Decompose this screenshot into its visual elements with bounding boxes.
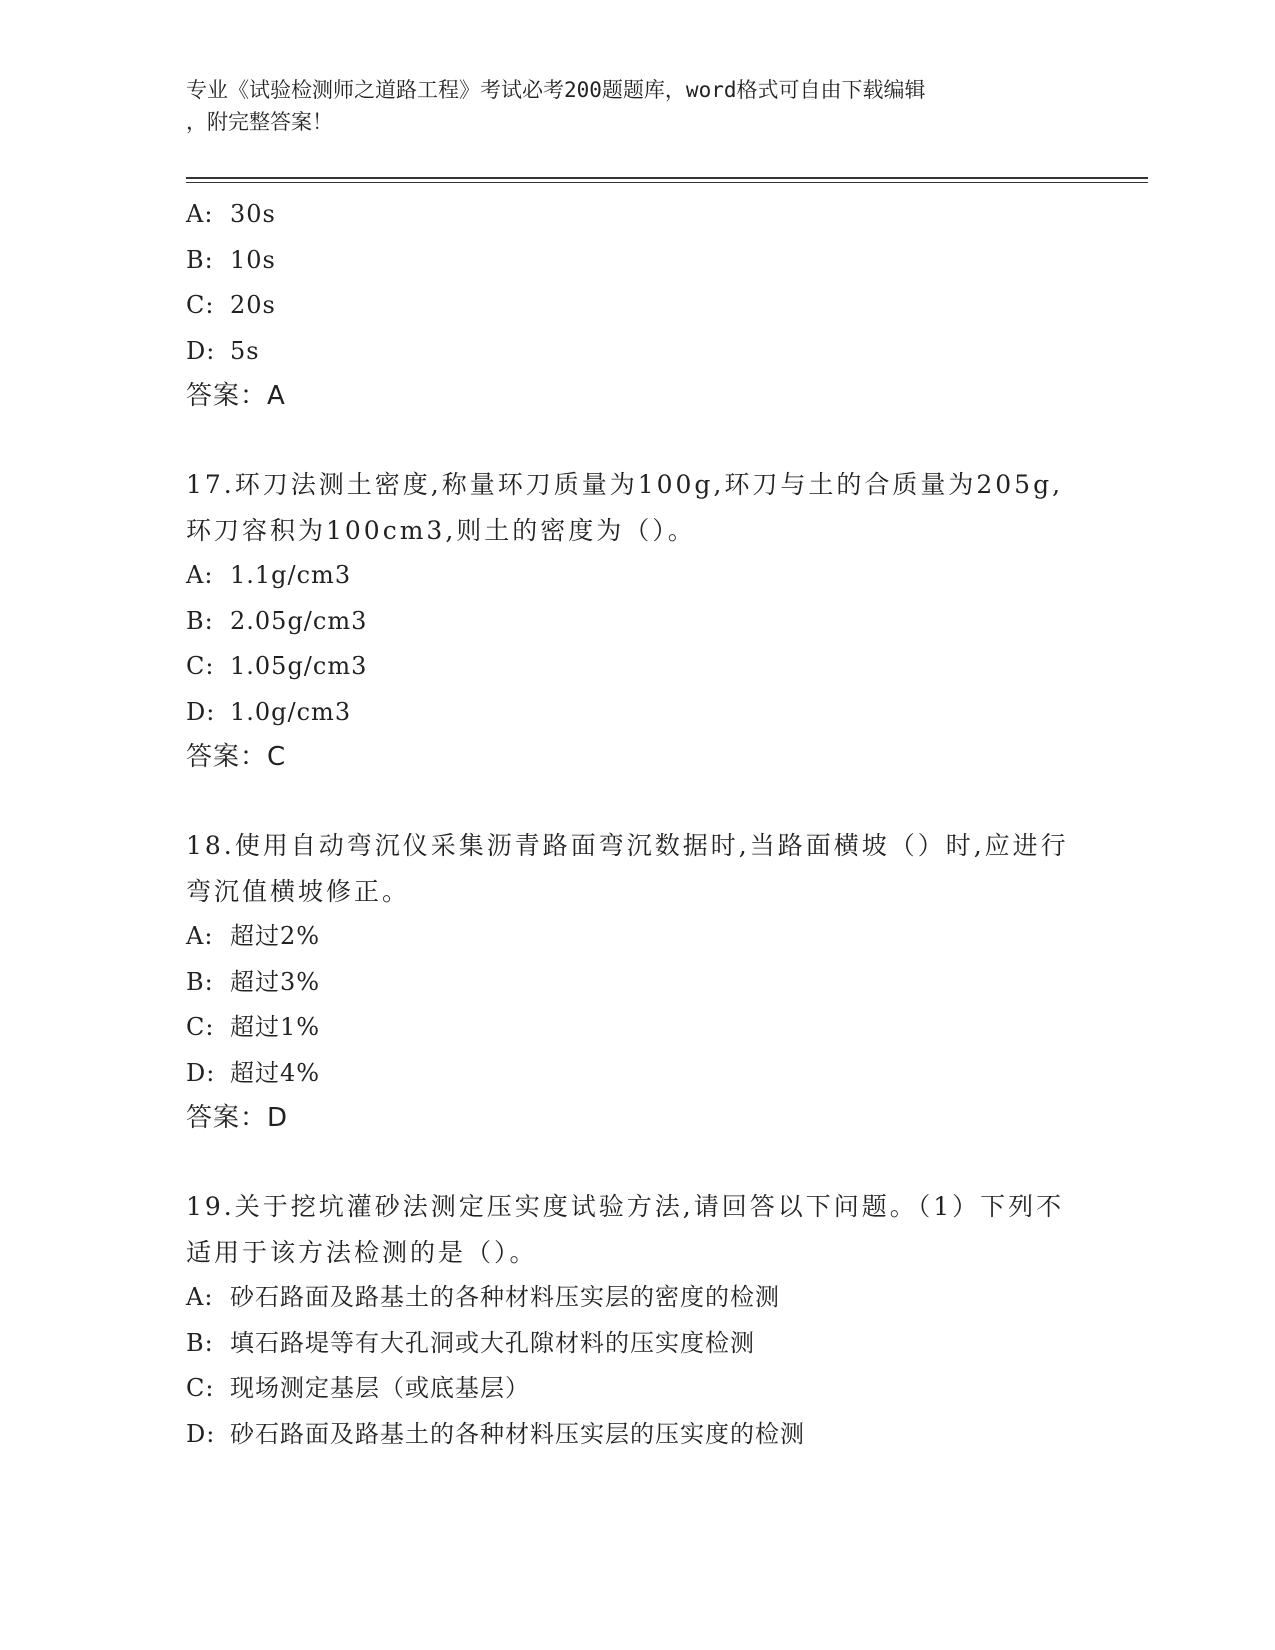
question-18 (186, 823, 1086, 1140)
answer: 答案：D (186, 1103, 289, 1133)
question-16 (186, 192, 1086, 418)
option-d: D: 5s (186, 336, 260, 365)
answer: 答案：A (186, 381, 286, 411)
option-b: B: 超过3% (186, 967, 321, 996)
option-c: C: 超过1% (186, 1013, 321, 1041)
question-text: 19.关于挖坑灌砂法测定压实度试验方法,请回答以下问题。（1）下列不适用于该方法检测的是（）。 (186, 1192, 1065, 1267)
header-line-1: 专业《试验检测师之道路工程》考试必考200题题库，word格式可自由下载编辑 (186, 78, 926, 102)
header-divider-thick (186, 177, 1148, 179)
header-line-2: ，附完整答案！ (186, 110, 333, 134)
option-d: D: 1.0g/cm3 (186, 697, 352, 726)
answer: 答案：C (186, 742, 287, 772)
option-b: B: 填石路堤等有大孔洞或大孔隙材料的压实度检测 (186, 1328, 755, 1357)
option-d: D: 超过4% (186, 1058, 321, 1087)
option-b: B: 10s (186, 245, 276, 274)
question-list (186, 192, 1086, 1457)
question-19 (186, 1184, 1086, 1457)
option-a: A: 30s (186, 200, 276, 228)
option-d: D: 砂石路面及路基土的各种材料压实层的压实度的检测 (186, 1419, 805, 1448)
option-c: C: 1.05g/cm3 (186, 652, 368, 680)
question-17 (186, 462, 1086, 779)
option-b: B: 2.05g/cm3 (186, 606, 368, 635)
question-text: 18.使用自动弯沉仪采集沥青路面弯沉数据时,当路面横坡（）时,应进行弯沉值横坡修正。 (186, 831, 1069, 906)
option-c: C: 20s (186, 291, 276, 319)
option-a: A: 1.1g/cm3 (186, 561, 352, 589)
option-a: A: 超过2% (186, 922, 321, 950)
option-c: C: 现场测定基层（或底基层） (186, 1374, 530, 1402)
document-header (186, 74, 1066, 138)
question-text: 17.环刀法测土密度,称量环刀质量为100g,环刀与土的合质量为205g,环刀容积为100cm3,则土的密度为（）。 (186, 470, 1064, 545)
header-divider-thin (186, 182, 1148, 183)
option-a: A: 砂石路面及路基土的各种材料压实层的密度的检测 (186, 1283, 780, 1311)
